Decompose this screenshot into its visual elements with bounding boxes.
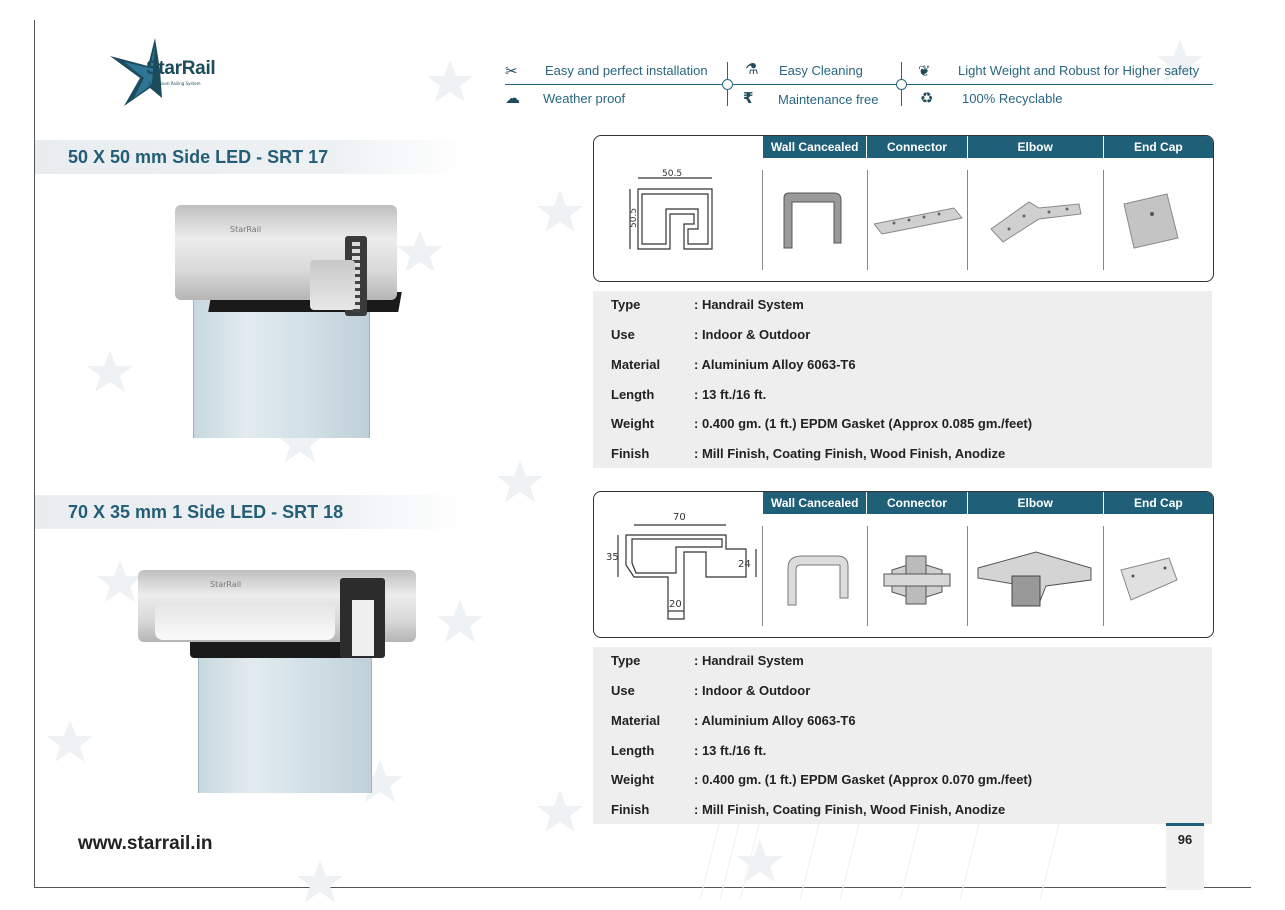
accessory-label-wall: Wall Cancealed [763, 492, 867, 514]
spec-key: Use [611, 327, 635, 342]
rupee-icon: ₹ [743, 89, 754, 107]
feature-cleaning: Easy Cleaning [779, 63, 863, 78]
spec-value: : Handrail System [694, 297, 804, 312]
tools-icon: ✂ [505, 62, 518, 80]
spec-row-length [611, 743, 766, 758]
spec-key: Type [611, 297, 641, 312]
spray-icon: ⚗ [745, 60, 759, 78]
spec-table-srt18 [593, 647, 1212, 824]
end-cap-icon [1122, 192, 1182, 252]
feature-maintenance: Maintenance free [778, 92, 879, 107]
accessory-panel-srt17 [593, 135, 1214, 282]
dim-width-label: 50.5 [662, 169, 683, 179]
spec-row-type [611, 297, 804, 312]
accessory-separator [762, 170, 763, 270]
weather-icon: ☁ [505, 89, 520, 107]
wall-concealed-bracket-icon [779, 188, 849, 253]
spec-row-use [611, 683, 810, 698]
spec-key: Weight [611, 416, 655, 431]
feature-divider-dot [896, 79, 907, 90]
spec-row-use [611, 327, 810, 342]
spec-row-finish [611, 446, 1005, 461]
spec-value: : Indoor & Outdoor [694, 683, 811, 698]
website-link[interactable]: www.starrail.in [78, 833, 213, 854]
profile-drawing-srt18 [606, 507, 766, 622]
accessory-separator [967, 526, 968, 626]
spec-row-material [611, 713, 856, 728]
dim-depth-label: 24 [738, 559, 751, 570]
spec-key: Use [611, 683, 635, 698]
led-diffuser [155, 605, 335, 640]
accessory-separator [867, 170, 868, 270]
accessory-label-connector: Connector [867, 492, 967, 514]
wall-concealed-bracket-icon [782, 550, 854, 610]
logo-wordmark: StarRail [146, 58, 216, 79]
brand-logo [110, 38, 220, 108]
spec-row-type [611, 653, 804, 668]
spec-value: : Mill Finish, Coating Finish, Wood Finish, Anodize [694, 446, 1006, 461]
spec-key: Material [611, 357, 661, 372]
spec-value: : Aluminium Alloy 6063-T6 [694, 357, 856, 372]
accessory-label-endcap: End Cap [1134, 496, 1183, 510]
accessory-separator [1103, 526, 1104, 626]
spec-value: : Mill Finish, Coating Finish, Wood Finish, Anodize [694, 802, 1006, 817]
spec-row-weight [611, 416, 1032, 431]
spec-key: Finish [611, 802, 650, 817]
spec-value: : 0.400 gm. (1 ft.) EPDM Gasket (Approx 0.085 gm./feet) [694, 416, 1033, 431]
logo-tagline: Aluminium Railing System [148, 81, 201, 86]
glass-panel [198, 648, 372, 793]
accessory-separator [867, 526, 868, 626]
spec-key: Weight [611, 772, 655, 787]
spec-value: : Aluminium Alloy 6063-T6 [694, 713, 856, 728]
feature-lightweight: Light Weight and Robust for Higher safety [958, 63, 1200, 78]
recycle-icon: ♻ [920, 89, 934, 107]
dim-stem-label: 20 [669, 599, 682, 610]
end-cap-icon [1119, 554, 1179, 604]
feature-installation: Easy and perfect installation [545, 63, 708, 78]
page-number: 96 [1177, 832, 1193, 847]
product-title-srt17: 50 X 50 mm Side LED - SRT 17 [35, 140, 465, 174]
profile-slot [352, 600, 374, 656]
dim-height-label: 50.5 [629, 207, 639, 228]
spec-value: : 13 ft./16 ft. [694, 743, 767, 758]
spec-value: : 0.400 gm. (1 ft.) EPDM Gasket (Approx 0.070 gm./feet) [694, 772, 1033, 787]
accessory-label-wall: Wall Cancealed [763, 136, 867, 158]
spec-value: : 13 ft./16 ft. [694, 387, 767, 402]
spec-table-srt17 [593, 291, 1212, 468]
accessory-separator [967, 170, 968, 270]
feature-divider-dot [722, 79, 733, 90]
spec-value: : Indoor & Outdoor [694, 327, 811, 342]
glass-panel [193, 290, 370, 438]
feature-weatherproof: Weather proof [543, 91, 626, 106]
accessory-header [763, 136, 1213, 158]
connector-block-icon [882, 552, 952, 607]
spec-row-material [611, 357, 856, 372]
spec-key: Material [611, 713, 661, 728]
spec-key: Type [611, 653, 641, 668]
spec-value: : Handrail System [694, 653, 804, 668]
dim-width-label: 70 [673, 512, 686, 523]
accessory-label-elbow: Elbow [968, 136, 1104, 158]
spec-row-weight [611, 772, 1032, 787]
dim-height-label: 35 [606, 552, 619, 563]
accessory-separator [1103, 170, 1104, 270]
spec-key: Finish [611, 446, 650, 461]
rail-engraving: StarRail [210, 580, 242, 589]
profile-drawing-srt17 [624, 164, 744, 259]
accessory-label-endcap: End Cap [1134, 140, 1183, 154]
connector-plate-icon [874, 206, 964, 236]
accessory-label-connector: Connector [867, 136, 967, 158]
feather-icon: ❦ [918, 62, 931, 80]
feature-divider-line [505, 84, 1213, 85]
elbow-joint-icon [976, 546, 1096, 611]
accessory-label-elbow: Elbow [968, 492, 1104, 514]
accessory-header [763, 492, 1213, 514]
accessory-panel-srt18 [593, 491, 1214, 638]
spec-key: Length [611, 387, 655, 402]
feature-recyclable: 100% Recyclable [962, 91, 1063, 106]
elbow-plate-icon [989, 194, 1089, 244]
spec-row-length [611, 387, 766, 402]
spec-key: Length [611, 743, 655, 758]
spec-row-finish [611, 802, 1005, 817]
profile-lip [310, 260, 355, 310]
product-title-srt18: 70 X 35 mm 1 Side LED - SRT 18 [35, 495, 465, 529]
rail-engraving: StarRail [230, 225, 262, 234]
page-number-box [1166, 823, 1204, 890]
